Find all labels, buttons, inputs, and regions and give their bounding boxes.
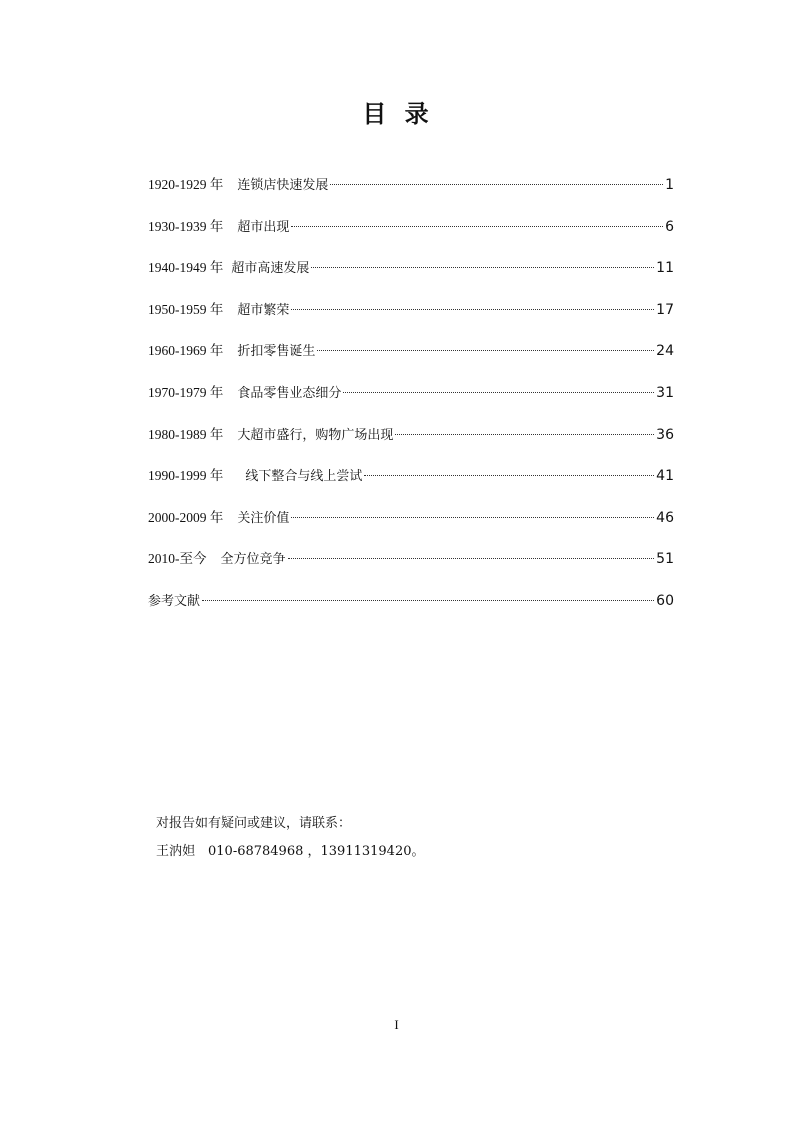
toc-title: 关注价值 bbox=[237, 510, 290, 526]
toc-title: 折扣零售诞生 bbox=[237, 344, 316, 360]
toc-period: 1980-1989 年 bbox=[148, 426, 224, 442]
page-title: 目 录 bbox=[362, 100, 431, 128]
toc-title: 超市出现 bbox=[237, 219, 290, 235]
toc-page-number: 6 bbox=[665, 218, 674, 235]
toc-leader-dots bbox=[202, 600, 654, 601]
toc-page-number: 51 bbox=[656, 551, 674, 568]
toc-page-number: 11 bbox=[656, 260, 674, 277]
toc-page-number: 46 bbox=[656, 509, 674, 526]
toc-title: 食品零售业态细分 bbox=[237, 385, 342, 401]
toc-entry-1950[interactable] bbox=[148, 299, 674, 341]
toc-leader-dots bbox=[317, 350, 654, 351]
toc-page-number: 17 bbox=[656, 301, 674, 318]
toc-period: 1950-1959 年 bbox=[148, 301, 224, 317]
toc-period: 1940-1949 年 bbox=[148, 260, 224, 276]
toc-entry-2010[interactable] bbox=[148, 548, 674, 590]
toc-title: 超市繁荣 bbox=[237, 302, 290, 318]
toc-period: 1990-1999 年 bbox=[148, 468, 224, 484]
contact-details: 王汭妲 010-68784968 ，13911319420。 bbox=[156, 844, 425, 859]
toc-leader-dots bbox=[395, 434, 654, 435]
contact-prompt: 对报告如有疑问或建议，请联系： bbox=[156, 816, 352, 831]
toc-leader-dots bbox=[291, 309, 654, 310]
toc-leader-dots bbox=[291, 226, 663, 227]
toc-entry-1920[interactable] bbox=[148, 174, 674, 216]
toc-leader-dots bbox=[330, 184, 663, 185]
toc-entry-1940[interactable] bbox=[148, 257, 674, 299]
toc-leader-dots bbox=[311, 267, 654, 268]
toc-page-number: 1 bbox=[665, 177, 674, 193]
toc-leader-dots bbox=[343, 392, 654, 393]
toc-entry-2000[interactable] bbox=[148, 507, 674, 549]
toc-page-number: 31 bbox=[656, 384, 674, 401]
toc-title: 参考文献 bbox=[148, 593, 201, 609]
toc-page-number: 41 bbox=[656, 468, 674, 485]
toc-leader-dots bbox=[291, 517, 654, 518]
toc-entry-1960[interactable] bbox=[148, 340, 674, 382]
contact-info bbox=[156, 810, 425, 866]
toc-entry-1930[interactable] bbox=[148, 216, 674, 258]
toc-title: 大超市盛行，购物广场出现 bbox=[237, 427, 394, 443]
toc-period: 1960-1969 年 bbox=[148, 343, 224, 359]
toc-period: 1930-1939 年 bbox=[148, 218, 224, 234]
toc-entry-1970[interactable] bbox=[148, 382, 674, 424]
toc-leader-dots bbox=[288, 558, 655, 559]
toc-leader-dots bbox=[364, 475, 654, 476]
toc-entry-1980[interactable] bbox=[148, 424, 674, 466]
toc-entry-references[interactable] bbox=[148, 590, 674, 632]
toc-page-number: 60 bbox=[656, 592, 674, 609]
toc-title: 连锁店快速发展 bbox=[237, 178, 329, 193]
toc-period: 2010-至今 bbox=[148, 551, 207, 567]
toc-title: 线下整合与线上尝试 bbox=[245, 469, 363, 485]
toc-title: 全方位竞争 bbox=[220, 552, 286, 568]
toc-period: 1920-1929 年 bbox=[148, 177, 224, 192]
toc-period: 1970-1979 年 bbox=[148, 384, 224, 400]
page-number: I bbox=[394, 1017, 399, 1032]
toc-entry-1990[interactable] bbox=[148, 465, 674, 507]
toc-period: 2000-2009 年 bbox=[148, 509, 224, 525]
table-of-contents bbox=[148, 174, 674, 632]
toc-page-number: 24 bbox=[656, 343, 674, 360]
toc-title: 超市高速发展 bbox=[231, 261, 310, 277]
toc-page-number: 36 bbox=[656, 426, 674, 443]
